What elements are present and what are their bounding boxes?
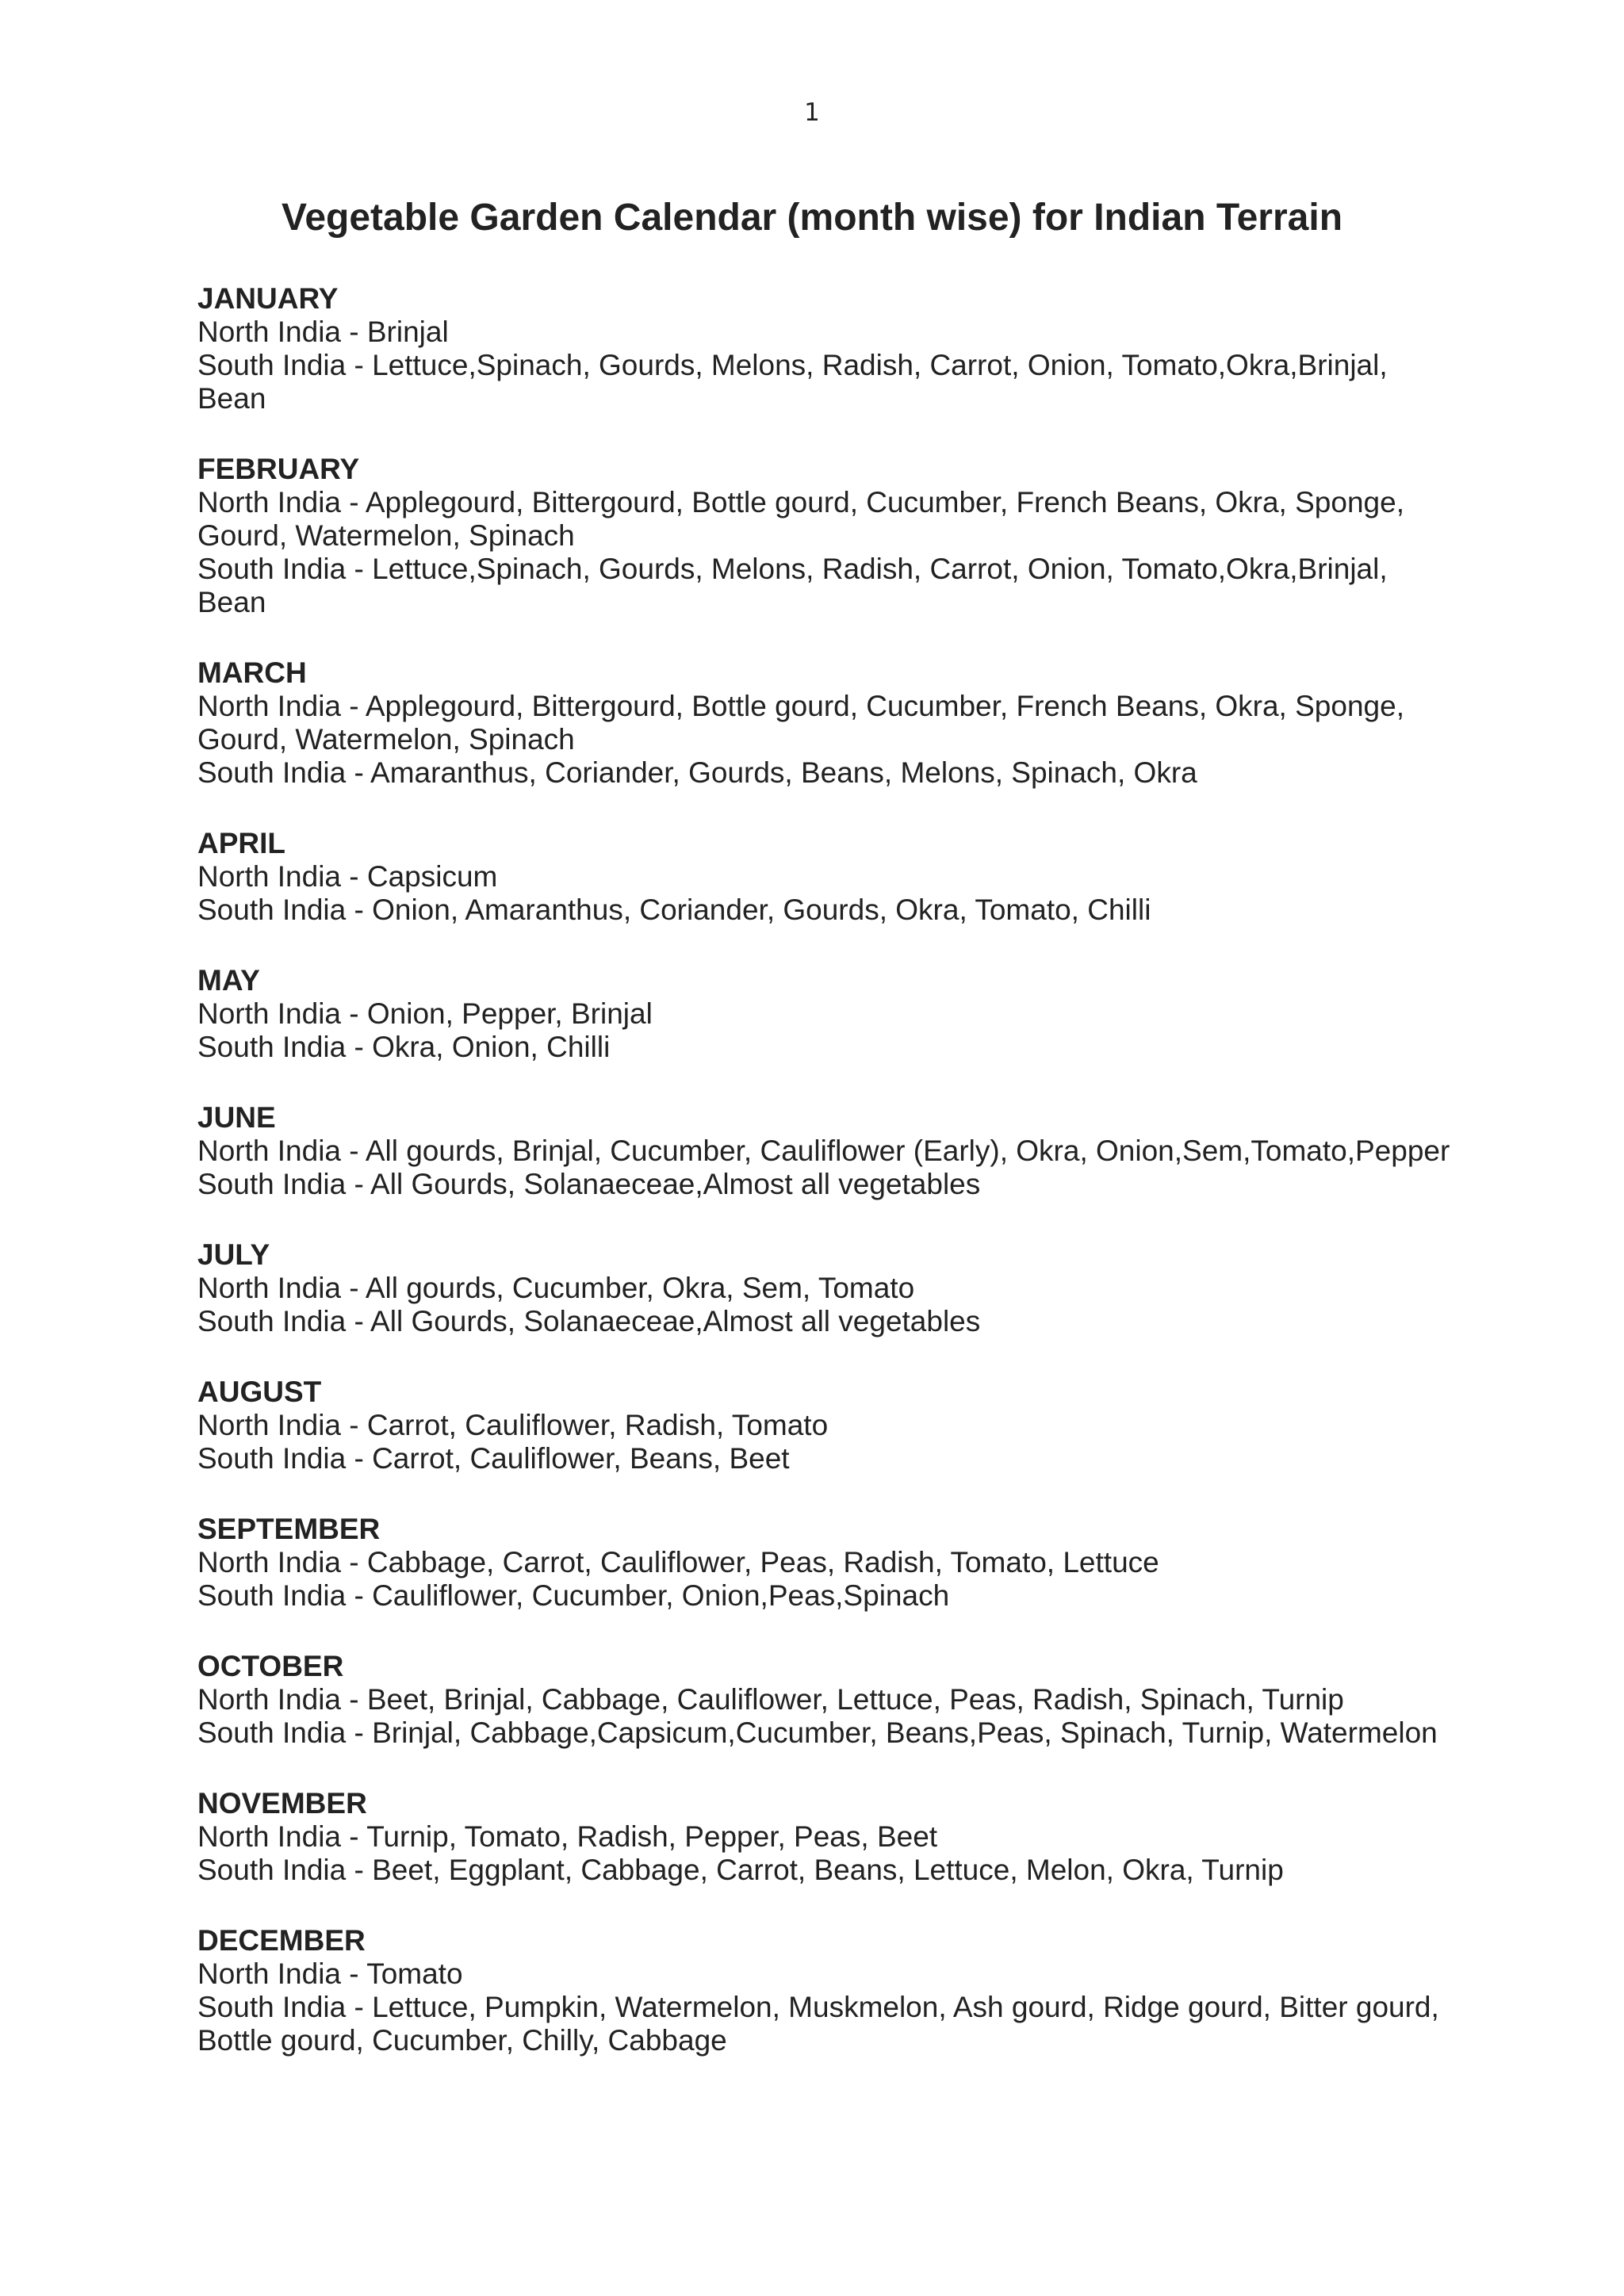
vegetable-line: South India - Carrot, Cauliflower, Beans, Beet	[197, 1442, 790, 1475]
page-number: 1	[804, 98, 820, 127]
month-heading: OCTOBER	[197, 1650, 344, 1682]
month-section-october	[197, 1650, 1450, 1750]
vegetable-line: Bean	[197, 382, 266, 415]
vegetable-line: North India - Applegourd, Bittergourd, Bottle gourd, Cucumber, French Beans, Okra, Sponge,	[197, 690, 1404, 722]
vegetable-line: South India - Lettuce, Pumpkin, Watermelon, Muskmelon, Ash gourd, Ridge gourd, Bitter gourd,	[197, 1991, 1439, 2023]
vegetable-line: North India - All gourds, Cucumber, Okra, Sem, Tomato	[197, 1272, 915, 1304]
vegetable-line: South India - Lettuce,Spinach, Gourds, Melons, Radish, Carrot, Onion, Tomato,Okra,Brinjal,	[197, 553, 1388, 585]
vegetable-line: South India - Lettuce,Spinach, Gourds, Melons, Radish, Carrot, Onion, Tomato,Okra,Brinjal,	[197, 349, 1388, 381]
month-section-july	[197, 1238, 1450, 1338]
month-section-april	[197, 827, 1450, 927]
vegetable-line: South India - Onion, Amaranthus, Coriander, Gourds, Okra, Tomato, Chilli	[197, 894, 1151, 926]
month-section-january	[197, 282, 1450, 415]
month-heading: JULY	[197, 1238, 270, 1271]
month-heading: MAY	[197, 964, 260, 997]
vegetable-line: North India - Beet, Brinjal, Cabbage, Cauliflower, Lettuce, Peas, Radish, Spinach, Turnip	[197, 1683, 1344, 1716]
month-section-february	[197, 453, 1450, 619]
month-section-may	[197, 964, 1450, 1064]
month-section-august	[197, 1376, 1450, 1475]
month-heading: SEPTEMBER	[197, 1513, 381, 1545]
vegetable-line: North India - Onion, Pepper, Brinjal	[197, 997, 653, 1030]
vegetable-line: North India - Carrot, Cauliflower, Radish, Tomato	[197, 1409, 829, 1441]
vegetable-line: Gourd, Watermelon, Spinach	[197, 519, 575, 552]
month-heading: FEBRUARY	[197, 453, 360, 485]
month-section-december	[197, 1924, 1450, 2057]
month-heading: APRIL	[197, 827, 285, 859]
vegetable-line: North India - All gourds, Brinjal, Cucumber, Cauliflower (Early), Okra, Onion,Sem,Tomato,Pepper	[197, 1135, 1450, 1167]
month-heading: NOVEMBER	[197, 1787, 367, 1820]
vegetable-line: Gourd, Watermelon, Spinach	[197, 723, 575, 756]
vegetable-line: North India - Tomato	[197, 1957, 463, 1990]
vegetable-line: Bean	[197, 586, 266, 618]
vegetable-line: North India - Brinjal	[197, 316, 449, 348]
vegetable-line: North India - Capsicum	[197, 860, 498, 893]
vegetable-line: South India - Okra, Onion, Chilli	[197, 1031, 611, 1063]
vegetable-line: South India - Beet, Eggplant, Cabbage, Carrot, Beans, Lettuce, Melon, Okra, Turnip	[197, 1854, 1284, 1886]
vegetable-line: South India - Brinjal, Cabbage,Capsicum,Cucumber, Beans,Peas, Spinach, Turnip, Watermelon	[197, 1716, 1438, 1749]
vegetable-line: South India - Cauliflower, Cucumber, Onion,Peas,Spinach	[197, 1579, 950, 1612]
month-section-march	[197, 656, 1450, 790]
vegetable-line: South India - All Gourds, Solanaeceae,Almost all vegetables	[197, 1305, 981, 1337]
vegetable-line: North India - Applegourd, Bittergourd, Bottle gourd, Cucumber, French Beans, Okra, Sponge,	[197, 486, 1404, 519]
month-heading: AUGUST	[197, 1376, 322, 1408]
month-heading: MARCH	[197, 656, 307, 689]
month-section-june	[197, 1101, 1450, 1201]
month-list	[197, 282, 1450, 2095]
vegetable-line: North India - Cabbage, Carrot, Cauliflower, Peas, Radish, Tomato, Lettuce	[197, 1546, 1159, 1578]
vegetable-line: South India - Amaranthus, Coriander, Gourds, Beans, Melons, Spinach, Okra	[197, 756, 1197, 789]
month-heading: JUNE	[197, 1101, 276, 1134]
month-heading: JANUARY	[197, 282, 339, 315]
vegetable-line: North India - Turnip, Tomato, Radish, Pepper, Peas, Beet	[197, 1820, 938, 1853]
document-title: Vegetable Garden Calendar (month wise) for Indian Terrain	[281, 197, 1343, 239]
month-heading: DECEMBER	[197, 1924, 366, 1957]
month-section-september	[197, 1513, 1450, 1613]
vegetable-line: South India - All Gourds, Solanaeceae,Almost all vegetables	[197, 1168, 981, 1200]
vegetable-line: Bottle gourd, Cucumber, Chilly, Cabbage	[197, 2024, 727, 2057]
month-section-november	[197, 1787, 1450, 1887]
